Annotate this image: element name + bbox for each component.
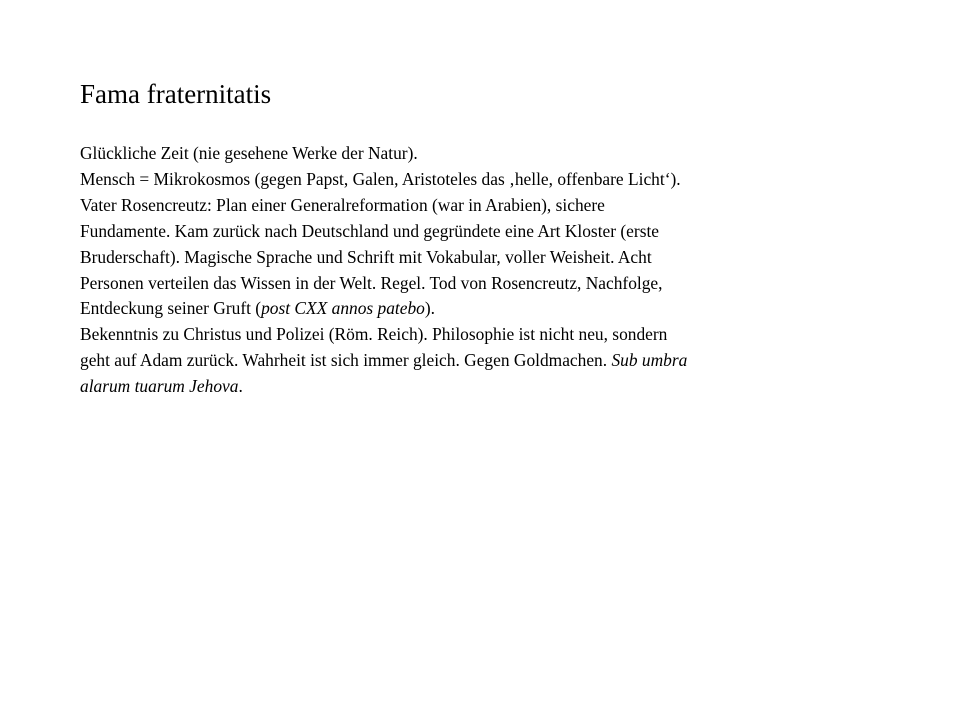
body-line	[80, 374, 880, 400]
body-text: Entdeckung seiner Gruft (	[80, 298, 262, 319]
body-text: Glückliche Zeit (nie gesehene Werke der Natur).	[80, 143, 418, 163]
body-text: Personen verteilen das Wissen in der Welt. Regel. Tod von Rosencreutz, Nachfolge,	[80, 272, 663, 293]
body-text: Bekenntnis zu Christus und Polizei (Röm. Reich). Philosophie ist nicht neu, sondern	[80, 324, 668, 345]
body-line	[80, 193, 880, 219]
body-line	[80, 322, 880, 348]
body-text: geht auf Adam zurück. Wahrheit ist sich immer gleich. Gegen Goldmachen.	[80, 350, 612, 371]
body-text: Vater Rosencreutz: Plan einer Generalreformation (war in Arabien), sichere	[80, 194, 605, 215]
body-line	[80, 296, 880, 322]
body-line	[80, 167, 880, 193]
body-text: .	[238, 376, 243, 397]
slide-body	[80, 141, 880, 400]
body-text: ).	[424, 298, 435, 319]
body-text: Bruderschaft). Magische Sprache und Schrift mit Vokabular, voller Weisheit. Acht	[80, 246, 652, 267]
body-line	[80, 219, 880, 245]
body-text: Fundamente. Kam zurück nach Deutschland und gegründete eine Art Kloster (erste	[80, 220, 660, 241]
body-line	[80, 141, 880, 167]
latin-motto: Sub umbra	[611, 350, 688, 371]
body-line	[80, 348, 880, 374]
body-line	[80, 245, 880, 271]
slide-title: Fama fraternitatis	[80, 79, 272, 109]
latin-quote: post CXX annos patebo	[261, 298, 425, 319]
body-text: Mensch = Mikrokosmos (gegen Papst, Galen, Aristoteles das ‚helle, offenbare Licht‘).	[80, 168, 681, 189]
latin-motto: alarum tuarum Jehova	[80, 376, 239, 397]
body-line	[80, 271, 880, 297]
